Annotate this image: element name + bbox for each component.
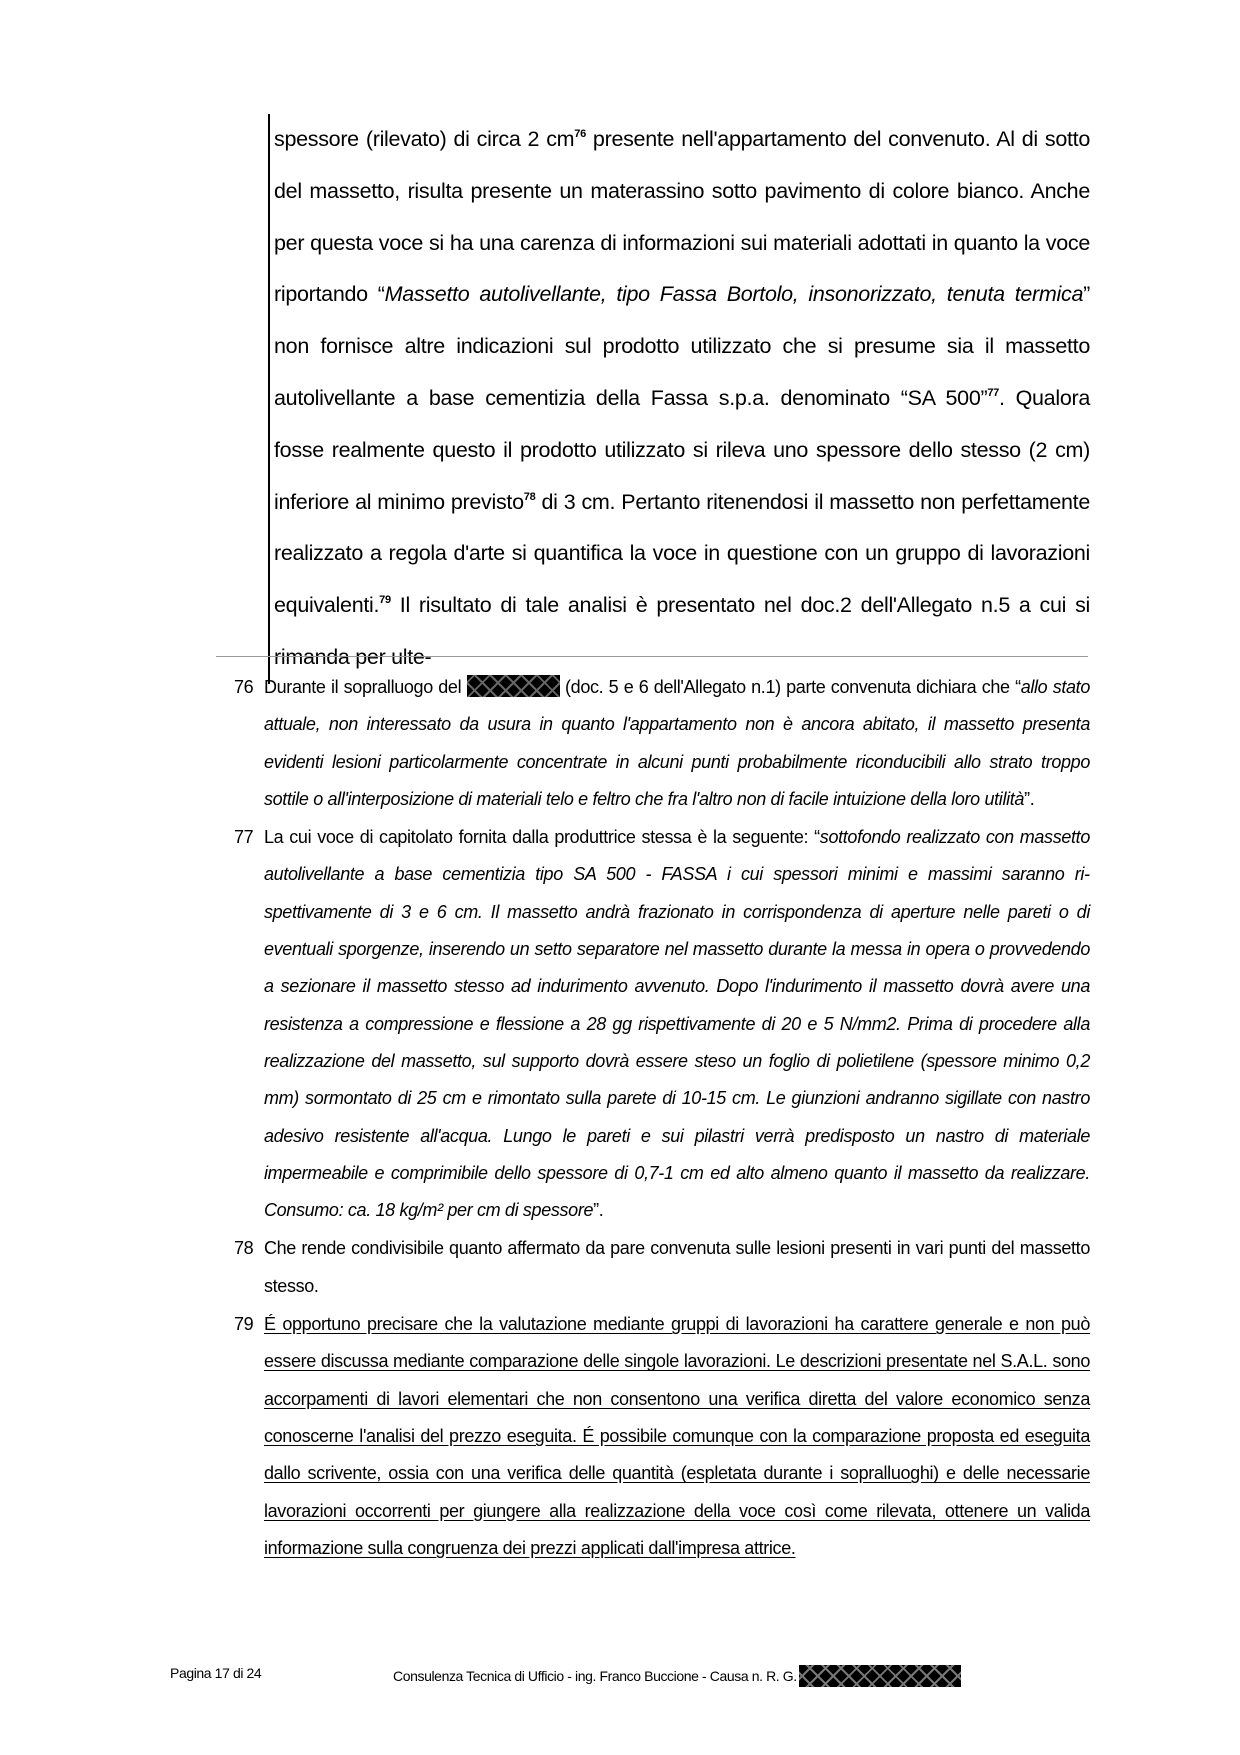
footnote-ref-76[interactable]: 76 bbox=[574, 128, 586, 140]
footnote-body: É opportuno precisare che la valutazione mediante gruppi di lavorazioni ha carattere generale e non può essere discussa mediante comparazione delle singole lavorazioni. Le descrizioni presentate nel S.A.L. sono accorpamenti di lavori elementari che non consentono una verifica diretta del valore economico senza conoscerne l'analisi del prezzo eseguita. É possibile comunque con la comparazione proposta ed eseguita dallo scrivente, ossia con una verifica delle quantità (espletata durante i sopralluoghi) e delle necessarie lavorazioni occorrenti per giungere alla realizzazione della voce così come rilevata, ottenere un valida informazione sulla congruenza dei prezzi applicati dall'impresa attrice. bbox=[264, 1314, 1090, 1558]
footnote-body: Che rende condivisibile quanto affermato da pare convenuta sulle lesioni presenti in vari punti del massetto stesso. bbox=[264, 1238, 1090, 1296]
main-text-part: . Qualora fosse realmente questo il prodotto utilizzato si rileva uno spessore dello stesso (2 cm) inferiore al minimo previsto bbox=[274, 385, 1090, 514]
main-text-part: spessore (rilevato) di circa 2 cm bbox=[274, 127, 575, 151]
footnotes bbox=[234, 669, 1090, 1568]
footnote-ref-78[interactable]: 78 bbox=[523, 490, 536, 503]
page-footer bbox=[0, 1663, 1240, 1687]
footnote-separator bbox=[216, 656, 1088, 657]
main-text-part: presente nell'appartamento del convenuto. Al di sotto del massetto, risulta presente un materassino sotto pavimento di colore bianco. Anche per questa voce si ha una carenza di informazioni sui materiali adottati in quanto la voce riportando “ bbox=[274, 127, 1090, 307]
footnote-number: 77 bbox=[234, 827, 254, 848]
footnote-76 bbox=[234, 669, 1090, 818]
footnote-number: 79 bbox=[234, 1314, 254, 1335]
main-paragraph bbox=[274, 114, 1090, 684]
footnote-quote: allo stato attuale, non interessato da usura in quanto l'appartamento non è ancora abitato, il massetto presenta evidenti lesioni particolarmente concentrate in alcuni punti probabilmente riconducibili allo strato troppo sottile o all'interposizione di materiali telo e feltro che fra l'altro non di facile intuizione della loro utilità bbox=[264, 677, 1090, 809]
footnote-text: ”. bbox=[1024, 788, 1035, 809]
footnote-number: 76 bbox=[234, 677, 254, 697]
footnote-78 bbox=[234, 1230, 1090, 1305]
main-text-part: di 3 cm. Pertanto ritenendosi il massetto non perfettamente realizzato a regola d'arte si quantifica la voce in questione con un gruppo di lavorazioni equivalenti. bbox=[274, 489, 1090, 618]
footnote-text: La cui voce di capitolato fornita dalla produttrice stessa è la seguente: “ bbox=[264, 827, 820, 848]
body-text bbox=[268, 114, 1090, 684]
footnote-77 bbox=[234, 819, 1090, 1229]
footnote-79 bbox=[234, 1306, 1090, 1567]
footer-text: Consulenza Tecnica di Ufficio - ing. Franco Buccione - Causa n. R. G. bbox=[393, 1668, 797, 1684]
footnote-quote: sottofondo realizzato con massetto autolivellante a base cementizia tipo SA 500 - FASSA i cui spessori minimi e massimi saranno rispettivamente di 3 e 6 cm. Il massetto andrà frazionato in corrispondenza di aperture nelle pareti o di eventuali sporgenze, inserendo un setto separatore nel massetto durante la messa in opera o provvedendo a sezionare il massetto stesso ad indurimento avvenuto. Dopo l'indurimento il massetto dovrà avere una resistenza a compressione e flessione a 28 gg rispettivamente di 20 e 5 N/mm2. Prima di procedere alla realizzazione del massetto, sul supporto dovrà essere steso un foglio di polietilene (spessore minimo 0,2 mm) sormontato di 25 cm e rimontato sulla parete di 10-15 cm. Le giunzioni andranno sigillate con nastro adesivo resistente all'acqua. Lungo le pareti e sui pilastri verrà predisposto un nastro di materiale impermeabile e comprimibile dello spessore di 0,7-1 cm ed alto almeno quanto il massetto da realizzare. Consumo: ca. 18 kg/m² per cm di spessore bbox=[264, 827, 1090, 1221]
main-text-part: Il risultato di tale analisi è presentato nel doc.2 dell'Allegato n.5 a cui si rimanda per ulte- bbox=[274, 593, 1090, 669]
footnote-ref-79[interactable]: 79 bbox=[379, 594, 391, 607]
footnote-text: Durante il sopralluogo del bbox=[264, 677, 467, 697]
footnote-ref-77[interactable]: 77 bbox=[987, 386, 999, 399]
footer-caption bbox=[393, 1665, 961, 1687]
main-text-part: ” non fornisce altre indicazioni sul prodotto utilizzato che si presume sia il massetto autolivellante a base cementizia della Fassa s.p.a. denominato “SA 500” bbox=[274, 282, 1090, 410]
footnote-number: 78 bbox=[234, 1238, 254, 1259]
page-number: Pagina 17 di 24 bbox=[170, 1665, 262, 1681]
footnote-text: (doc. 5 e 6 dell'Allegato n.1) parte convenuta dichiara che “ bbox=[559, 677, 1021, 697]
footnote-body bbox=[264, 669, 1090, 818]
redaction-block bbox=[799, 1665, 961, 1687]
footnote-text: ”. bbox=[593, 1200, 604, 1221]
redaction-block bbox=[467, 675, 560, 697]
main-text-quote: Massetto autolivellante, tipo Fassa Bortolo, insonorizzato, tenuta termica bbox=[384, 282, 1084, 307]
footnote-body bbox=[264, 819, 1090, 1229]
